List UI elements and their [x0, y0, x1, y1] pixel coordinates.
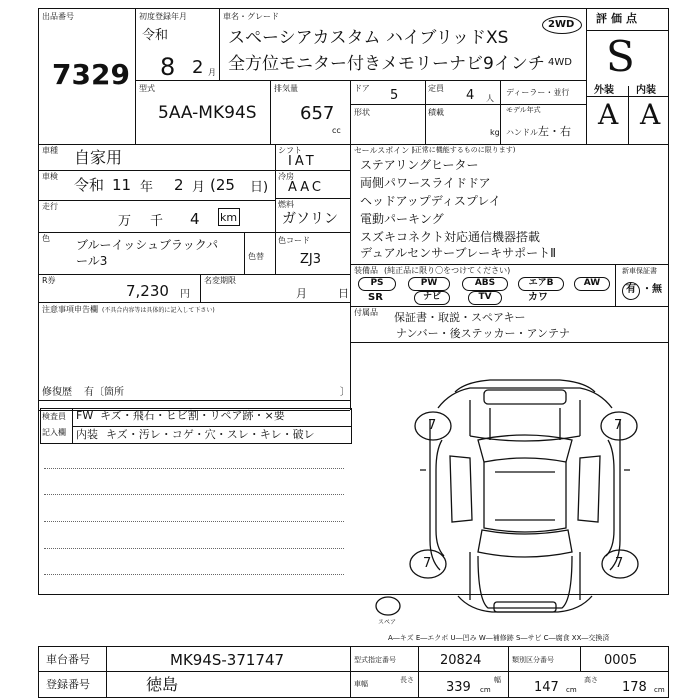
- lot-label: 出品番号: [42, 12, 74, 21]
- inspection-day-unit: 日): [250, 180, 269, 195]
- first-reg-label: 初度登録年月: [139, 12, 187, 21]
- sales-point-5: スズキコネクト対応通信機器搭載: [360, 230, 541, 244]
- notes-label: 注意事項申告欄: [42, 305, 98, 314]
- repair-label: 修復歴: [42, 387, 72, 398]
- notes-sub: (不具合内容等は具体的に記入して下さい): [102, 307, 215, 314]
- height-label: 高さ: [584, 676, 598, 684]
- inspection-era: 令和: [74, 176, 105, 194]
- equip-abs: ABS: [462, 277, 508, 291]
- width-label: 幅: [494, 676, 501, 684]
- car-name-line1: スペーシアカスタム ハイブリッドXS: [228, 28, 509, 48]
- designation-label: 型式指定番号: [354, 656, 396, 664]
- height-value: 178: [622, 680, 647, 695]
- fuel-value: ガソリン: [282, 211, 338, 227]
- score-label: 評価点: [596, 12, 641, 25]
- new-warranty-no: ・無: [642, 284, 662, 295]
- accessories-line1: 保証書・取説・スペアキー: [394, 311, 526, 324]
- tire-rear-left: 7: [423, 556, 432, 571]
- height-unit: cm: [654, 686, 665, 694]
- reg-number-label: 登録番号: [46, 678, 90, 691]
- dims-label: 車幅: [354, 680, 368, 688]
- color-change-label: 色替: [248, 252, 264, 261]
- doors-value: 5: [390, 88, 399, 103]
- inspection-day: (25: [210, 176, 235, 194]
- car-name-line2: 全方位モニター付きメモリーナビ9インチ: [228, 54, 545, 74]
- tire-front-left: 7: [428, 418, 437, 433]
- shape-label: 形状: [354, 108, 370, 117]
- exterior-label: 外装: [594, 85, 614, 96]
- damage-legend: A―キズ E―エクボ U―凹み W―補修跡 S―サビ C―腐食 XX―交換済: [388, 634, 610, 642]
- length-label: 長さ: [400, 676, 414, 684]
- width-unit: cm: [566, 686, 577, 694]
- chassis-value: MK94S-371747: [170, 651, 285, 669]
- length-unit: cm: [480, 686, 491, 694]
- name-change-label: 名変期限: [204, 276, 236, 285]
- designation-value: 20824: [440, 653, 482, 668]
- drive-2wd: 2WD: [548, 19, 575, 30]
- sales-point-2: 両側パワースライドドア: [360, 176, 491, 190]
- accessories-label: 付属品: [354, 308, 378, 317]
- new-warranty-yes: 有: [626, 284, 636, 295]
- capacity-unit: 人: [486, 94, 494, 103]
- spare-label: スペア: [378, 619, 397, 626]
- car-label: 車名・グレード: [223, 12, 279, 21]
- width-value: 147: [534, 680, 559, 695]
- interior-insp-label: 内装: [76, 428, 98, 441]
- doors-label: ドア: [354, 84, 370, 93]
- length-value: 339: [446, 680, 471, 695]
- category-value: 0005: [604, 653, 638, 668]
- shift-label: シフト: [278, 146, 302, 155]
- tire-rear-right: 7: [615, 556, 624, 571]
- inspection-label: 車検: [42, 172, 58, 181]
- interior-label: 内装: [636, 85, 656, 96]
- inspector-label-2: 記入欄: [42, 428, 66, 437]
- exterior-score: A: [598, 98, 619, 131]
- load-unit: kg: [490, 128, 500, 137]
- equip-sr: SR: [368, 292, 383, 303]
- sales-point-3: ヘッドアップディスプレイ: [360, 194, 501, 208]
- first-reg-era: 令和: [142, 28, 169, 43]
- inspection-month-unit: 月: [192, 180, 206, 195]
- handle-value: 左・右: [538, 125, 571, 138]
- sales-point-4: 電動パーキング: [360, 212, 444, 226]
- mileage-unit: km: [220, 211, 238, 224]
- model-label: 型式: [139, 84, 155, 93]
- fw-items: キズ・飛石・ヒビ割・リペア跡・×要: [100, 409, 285, 422]
- lot-number: 7329: [52, 58, 130, 91]
- reg-number-value: 徳島: [146, 675, 179, 694]
- aircon-label: 冷房: [278, 172, 294, 181]
- model-year-label: モデル年式: [506, 106, 541, 114]
- usage-value: 自家用: [74, 148, 123, 167]
- aircon-value: AAC: [288, 180, 324, 195]
- tire-front-right: 7: [614, 418, 623, 433]
- sales-points-note: (正常に機能するものに限ります): [412, 146, 516, 154]
- capacity-label: 定員: [428, 84, 444, 93]
- mileage-label: 走行: [42, 202, 58, 211]
- repair-close: 〕: [340, 387, 350, 398]
- sales-point-1: ステアリングヒーター: [360, 158, 479, 172]
- chassis-label: 車台番号: [46, 653, 90, 666]
- sales-point-6: デュアルセンサーブレーキサポートⅡ: [360, 246, 556, 260]
- score-overall: S: [606, 32, 635, 81]
- fw-label: FW: [76, 409, 94, 422]
- mileage-value: 4: [190, 210, 200, 228]
- capacity-value: 4: [466, 88, 475, 103]
- first-reg-year: 8: [160, 53, 176, 81]
- recycle-label: R券: [42, 276, 56, 285]
- first-reg-month-unit: 月: [208, 68, 216, 77]
- name-change-day: 日: [338, 287, 349, 300]
- color-value-line1: ブルーイッシュブラックパ: [76, 238, 219, 252]
- equipment-note: (純正品に限り〇をつけてください): [384, 266, 511, 275]
- name-change-month: 月: [296, 287, 307, 300]
- category-label: 類別区分番号: [512, 656, 554, 664]
- accessories-line2: ナンバー・後ステッカー・アンテナ: [396, 327, 571, 340]
- equip-pw: PW: [408, 277, 450, 291]
- color-value-line2: ール3: [76, 254, 108, 268]
- inspection-month: 2: [174, 176, 184, 194]
- equip-leather: カワ: [528, 292, 548, 303]
- mileage-sen: 千: [150, 214, 164, 229]
- equipment-label: 装備品: [354, 266, 378, 275]
- displacement-value: 657: [300, 103, 335, 124]
- load-label: 積載: [428, 108, 444, 117]
- repair-value: 有〔箇所: [84, 387, 124, 398]
- displacement-unit: cc: [332, 126, 341, 135]
- displacement-label: 排気量: [274, 84, 298, 93]
- equip-ps: PS: [358, 277, 396, 291]
- new-warranty-label: 新車保証書: [622, 267, 657, 275]
- dealer-label: ディーラー・並行: [506, 88, 570, 97]
- equip-airbag: エアB: [518, 277, 564, 291]
- inspector-label-1: 検査員: [42, 412, 66, 421]
- inspection-year-unit: 年: [140, 180, 154, 195]
- sales-points-label: セールスポイント: [354, 146, 418, 155]
- shift-value: IAT: [288, 154, 317, 169]
- color-code-label: 色コード: [278, 236, 310, 245]
- handle-label: ハンドル: [506, 128, 538, 137]
- equip-tv: TV: [468, 291, 502, 305]
- recycle-value: 7,230: [126, 282, 169, 300]
- color-code: ZJ3: [300, 252, 322, 267]
- drive-4wd: 4WD: [548, 57, 572, 68]
- interior-insp-items: キズ・汚レ・コゲ・穴・スレ・キレ・破レ: [106, 428, 315, 441]
- interior-score: A: [640, 98, 661, 131]
- inspection-year: 11: [112, 176, 132, 194]
- color-label: 色: [42, 234, 50, 243]
- fuel-label: 燃料: [278, 200, 294, 209]
- usage-label: 車種: [42, 146, 58, 155]
- model-value: 5AA-MK94S: [158, 103, 257, 123]
- recycle-unit: 円: [180, 289, 190, 300]
- equip-navi: ナビ: [414, 291, 450, 305]
- first-reg-month: 2: [192, 57, 204, 78]
- mileage-man: 万: [118, 214, 132, 229]
- equip-aw: AW: [574, 277, 610, 291]
